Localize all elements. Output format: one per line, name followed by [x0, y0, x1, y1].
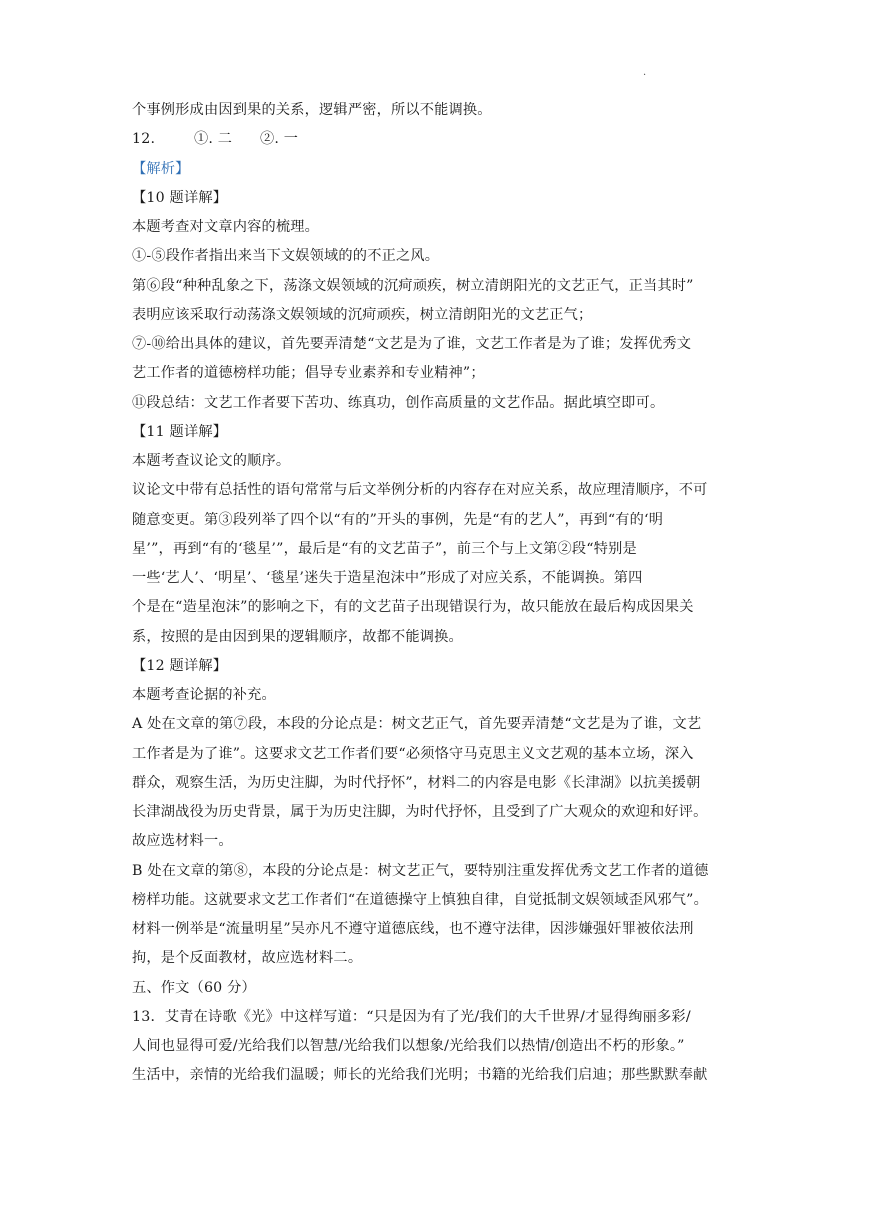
text-line: 第⑥段“种种乱象之下，荡涤文娱领域的沉疴顽疾，树立清朗阳光的文艺正气，正当其时” — [132, 277, 694, 294]
text-line: 议论文中带有总括性的语句常常与后文举例分析的内容存在对应关系，故应理清顺序，不可 — [132, 482, 708, 499]
text-line: 13．艾青在诗歌《光》中这样写道：“只是因为有了光/我们的大千世界/才显得绚丽多彩/ — [132, 1008, 691, 1025]
text-line: ⑦-⑩给出具体的建议，首先要弄清楚“文艺是为了谁，文艺工作者是为了谁；发挥优秀文 — [132, 336, 692, 352]
text-line: 长津湖战役为历史背景，属于为历史注脚，为时代抒怀，且受到了广大观众的欢迎和好评。 — [132, 804, 708, 820]
analysis-heading: 【解析】 — [132, 160, 190, 177]
text-line: 个是在“造星泡沫”的影响之下，有的文艺苗子出现错误行为，故只能放在最后构成因果关 — [132, 599, 694, 616]
text-line: B 处在文章的第⑧，本段的分论点是：树文艺正气，要特别注重发挥优秀文艺工作者的道德 — [132, 862, 709, 879]
q12-heading: 【12 题详解】 — [132, 657, 228, 674]
text-line: 本题考查议论文的顺序。 — [132, 453, 291, 469]
text-line: 材料一例举是“流量明星”吴亦凡不遵守道德底线，也不遵守法律，因涉嫌强奸罪被依法刑 — [132, 921, 694, 937]
text-line: 艺工作者的道德榜样功能；倡导专业素养和专业精神”； — [132, 365, 485, 382]
answer-12-blank-1: ①. 二 — [194, 131, 233, 148]
text-line: 工作者是为了谁”。这要求文艺工作者们要“必须恪守马克思主义文艺观的基本立场，深入 — [132, 745, 694, 762]
answer-12-blank-2: ②. 一 — [260, 131, 299, 148]
text-line: ①-⑤段作者指出来当下文娱领域的的不正之风。 — [132, 248, 440, 265]
text-line: 本题考查对文章内容的梳理。 — [132, 219, 320, 235]
text-line: 人间也显得可爱/光给我们以智慧/光给我们以想象/光给我们以热情/创造出不朽的形象。” — [132, 1038, 685, 1054]
text-line: 一些‘艺人’、‘明星’、‘毯星’迷失于造星泡沫中”形成了对应关系，不能调换。第四 — [132, 570, 643, 586]
text-line: 拘，是个反面教材，故应选材料二。 — [132, 950, 363, 967]
text-line: 随意变更。第③段列举了四个以“有的”开头的事例，先是“有的艺人”，再到“有的‘明 — [132, 511, 664, 528]
answer-12-line — [132, 129, 742, 149]
q11-heading: 【11 题详解】 — [132, 423, 228, 440]
section-heading: 五、作文（60 分） — [132, 979, 256, 996]
text-line: 系，按照的是由因到果的逻辑顺序，故都不能调换。 — [132, 628, 463, 645]
text-line: 群众，观察生活，为历史注脚，为时代抒怀”，材料二的内容是电影《长津湖》以抗美援朝 — [132, 774, 701, 791]
text-line: 生活中，亲情的光给我们温暖；师长的光给我们光明；书籍的光给我们启迪；那些默默奉献 — [132, 1067, 708, 1084]
header-mark: · — [643, 70, 647, 81]
text-line: 表明应该采取行动荡涤文娱领域的沉疴顽疾，树立清朗阳光的文艺正气； — [132, 306, 593, 323]
text-line: ⑪段总结：文艺工作者要下苦功、练真功，创作高质量的文艺作品。据此填空即可。 — [132, 394, 665, 411]
q10-heading: 【10 题详解】 — [132, 189, 228, 206]
document-body — [132, 100, 742, 1095]
text-line: 个事例形成由因到果的关系，逻辑严密，所以不能调换。 — [132, 102, 492, 118]
text-line: A 处在文章的第⑦段，本段的分论点是：树文艺正气，首先要弄清楚“文艺是为了谁，文艺 — [132, 716, 702, 733]
text-line: 故应选材料一。 — [132, 833, 233, 850]
answer-12-number: 12. — [132, 131, 156, 148]
text-line: 本题考查论据的补充。 — [132, 687, 276, 703]
text-line: 榜样功能。这就要求文艺工作者们“在道德操守上慎独自律，自觉抵制文娱领域歪风邪气”。 — [132, 891, 709, 908]
text-line: 星’”，再到“有的‘毯星’”，最后是“有的文艺苗子”，前三个与上文第②段“特别是 — [132, 540, 637, 557]
